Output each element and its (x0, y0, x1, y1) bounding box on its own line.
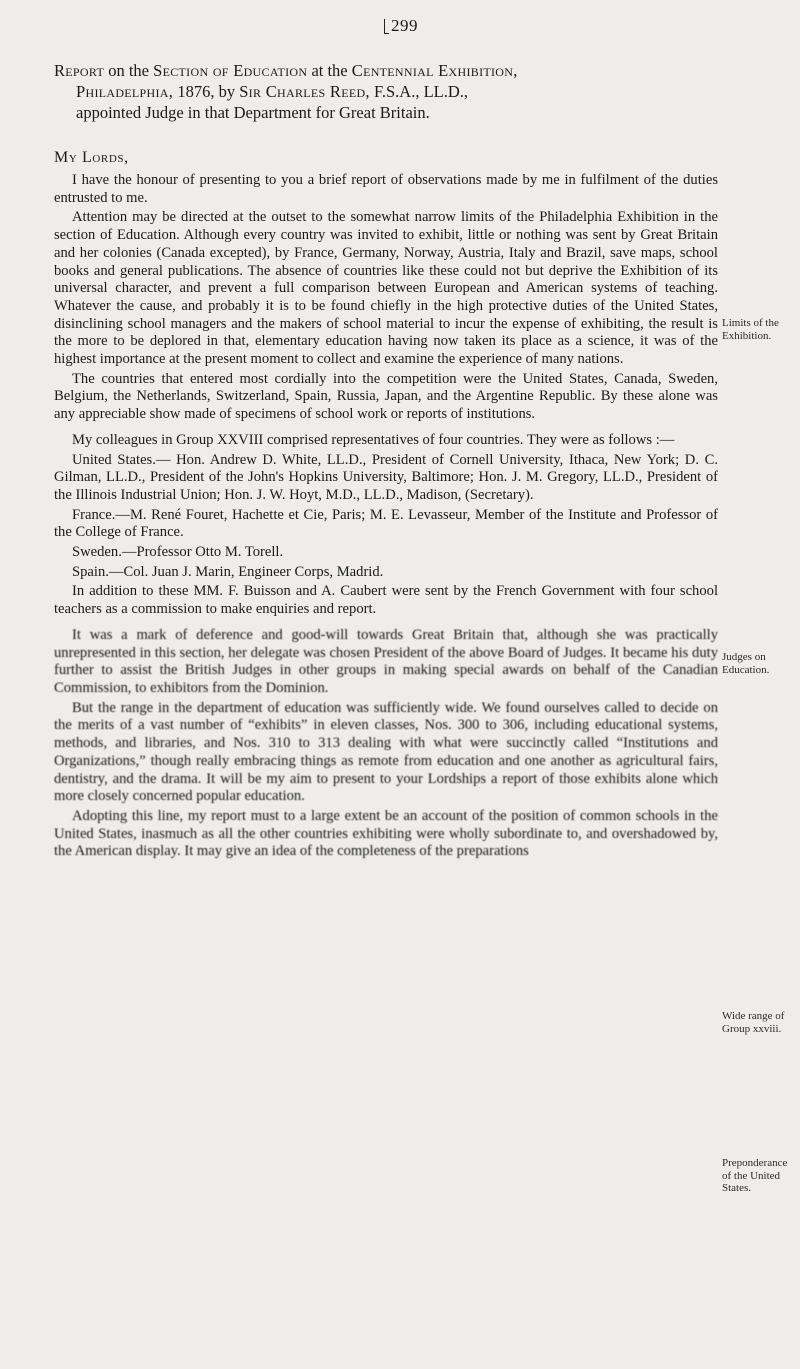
title-line-3: appointed Judge in that Department for Great Britain. (76, 103, 430, 122)
entry-sweden: Sweden.—Professor Otto M. Torell. (72, 544, 284, 561)
margin-note-preponderance: Preponderance of the United States. (722, 1157, 788, 1194)
margin-note-wide-range: Wide range of Group xxviii. (722, 1010, 785, 1035)
entry-france: France.—M. René Fouret, Hachette et Cie, Paris; M. E. Levasseur, Member of the Institute and Professor of the College of France. (54, 506, 718, 541)
page-number: 299 (384, 16, 418, 36)
entry-spain: Spain.—Col. Juan J. Marin, Engineer Corps, Madrid. (72, 563, 384, 580)
paragraph-intro: I have the honour of presenting to you a brief report of observations made by me in fulfilment of the duties entrusted to me. (54, 172, 718, 206)
title-line-1: Report on the Section of Education at the Centennial Exhibition, (54, 61, 518, 80)
paragraph-countries: The countries that entered most cordially into the competition were the United States, Canada, Sweden, Belgium, the Netherlands, Switzerland, Spain, Russia, Japan, and the Argentine Republic. By these alone was any appreciable show made of specimens of school work or reports of institutions. (54, 370, 718, 423)
paragraph-adopting: Adopting this line, my report must to a large extent be an account of the position of common schools in the United States, inasmuch as all the other countries exhibiting were wholly subordinate to, and overshadowed by, the American display. It may give an idea of the completeness of the preparations (54, 807, 718, 860)
page-bracket-mark (384, 19, 389, 34)
margin-note-limits: Limits of the Exhibition. (722, 317, 779, 342)
paragraph-range: But the range in the department of education was sufficiently wide. We found ourselves called to decide on the merits of a vast number of “exhibits” in eleven classes, Nos. 300 to 306, including educational systems, methods, and libraries, and Nos. 310 to 313 dealing with what were succinctly called “Institutions and Organizations,” though really embracing things as remote from education and one another as agricultural fairs, dentistry, and the drama. It will be my aim to present to your Lordships a report of those exhibits alone which more closely concerned popular education. (54, 699, 718, 805)
report-body (54, 172, 718, 861)
paragraph-colleagues: My colleagues in Group XXVIII comprised representatives of four countries. They were as follows :— (72, 431, 675, 448)
margin-note-judges: Judges on Education. (722, 651, 770, 676)
salutation: My Lords, (54, 149, 129, 166)
report-title (54, 60, 724, 123)
paragraph-limits: Attention may be directed at the outset to the somewhat narrow limits of the Philadelphia Exhibition in the section of Education. Although every country was invited to exhibit, little or nothing was sent by Great Britain and her colonies (Canada excepted), by France, Germany, Norway, Austria, Italy and Brazil, save maps, school books and general publications. The absence of countries like these could not but deprive the Exhibition of its universal character, and prevent a full comparison between European and American systems of teaching. Whatever the cause, and probably it is to be found chiefly in the high protective duties of the United States, disinclining school managers and the makers of school material to incur the expense of exhibiting, the result is the more to be deplored in that, elementary education having now taken its place as a science, it was of the highest importance at the present moment to collect and examine the experience of many nations. (54, 209, 718, 368)
paragraph-french-commission: In addition to these MM. F. Buisson and A. Caubert were sent by the French Government with four school teachers as a commission to make enquiries and report. (54, 583, 718, 618)
title-line-2: Philadelphia, 1876, by Sir Charles Reed, F.S.A., LL.D., (76, 82, 469, 101)
entry-united-states: United States.— Hon. Andrew D. White, LL.D., President of Cornell University, Ithaca, New York; D. C. Gilman, LL.D., President of the John's Hopkins University, Baltimore; Hon. J. M. Gregory, LL.D., President of the Illinois Industrial Union; Hon. J. W. Hoyt, M.D., LL.D., Madison, (Secretary). (54, 451, 718, 503)
paragraph-deference: It was a mark of deference and good-will towards Great Britain that, although she was practically unrepresented in this section, her delegate was chosen President of the above Board of Judges. It became his duty further to assist the British Judges in other groups in making special awards on behalf of the Canadian Commission, to exhibitors from the Dominion. (54, 626, 718, 696)
